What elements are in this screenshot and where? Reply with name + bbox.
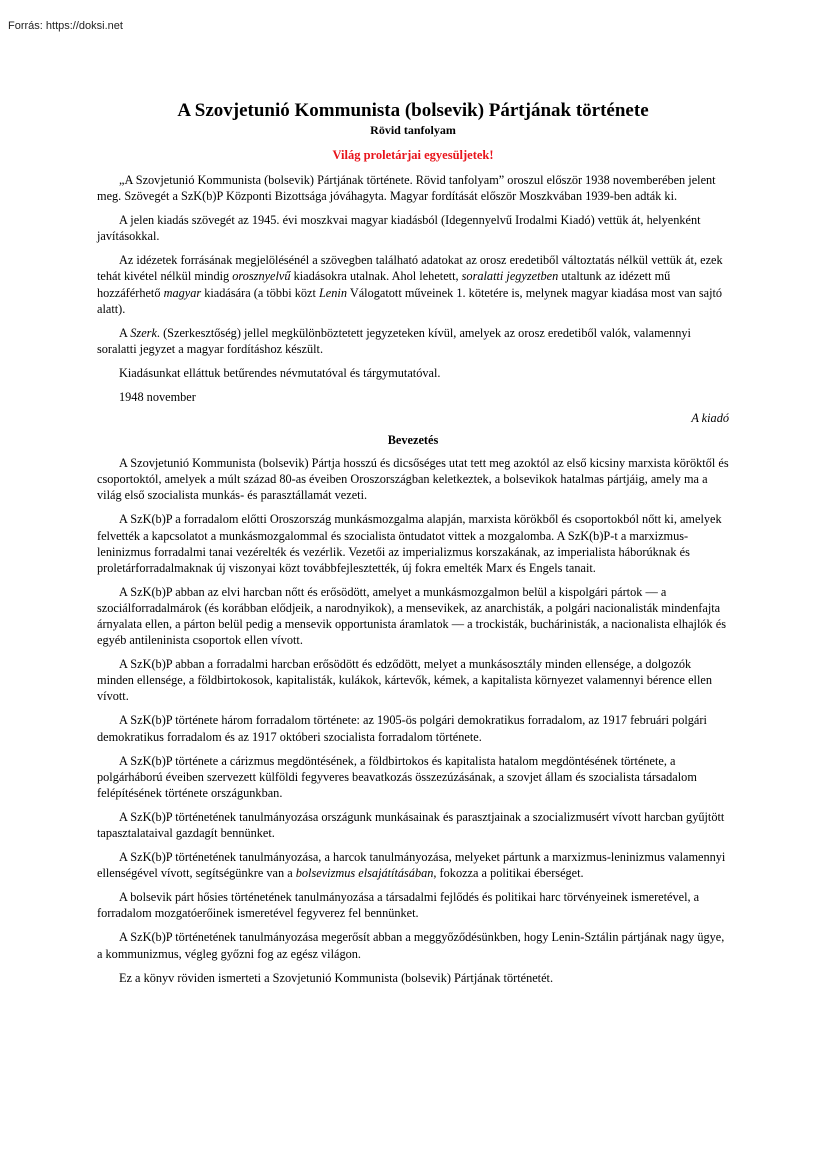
section-paragraph-1: A Szovjetunió Kommunista (bolsevik) Pártja hosszú és dicsőséges utat tett meg azoktól az első kicsiny marxista köröktől és csoportoktól, amelyek a múlt század 80-as éveiben Oroszországban keletkeztek, a bolsevikok hatalmas pártjáig, amely ma a világ első szocialista munkás- és parasztállamát vezeti. [97, 456, 729, 503]
text-run: utaltunk az idézett mű hozzáférhető [97, 269, 671, 300]
italic-run: bolsevizmus elsajátításában [295, 866, 434, 881]
section-paragraph-7: A SzK(b)P történetének tanulmányozása országunk munkásainak és parasztjainak a szocializmusért vívott harcban gyűjtött tapasztalataival gazdagít bennünket. [97, 809, 725, 840]
section-paragraph-4: A SzK(b)P abban a forradalmi harcban erősödött és edződött, melyet a munkásosztály minden ellensége, a dolgozók minden ellensége, a földbirtokosok, kapitalisták, kulákok, kártevők, kémek, a kapitalista környezet valamennyi bérence ellen vívott. [97, 657, 712, 704]
intro-paragraph-1: „A Szovjetunió Kommunista (bolsevik) Pártjának története. Rövid tanfolyam” oroszul először 1938 novemberében jelent meg. Szövegét a SzK(b)P Központi Bizottsága jóváhagyta. Magyar fordítását először Moszkvában 1939-ben adták ki. [97, 173, 716, 204]
text-run: A [119, 325, 131, 340]
text-run: A SzK(b)P történetének tanulmányozása, a harcok tanulmányozása, melyeket pártunk a marxizmus-leninizmus valamennyi ellenségével vívott, segítségünkre van a [97, 850, 726, 881]
italic-run: Szerk [130, 325, 157, 340]
publication-date: 1948 november [119, 390, 196, 405]
source-label: Forrás: https://doksi.net [8, 20, 123, 32]
slogan: Világ proletárjai egyesüljetek! [332, 148, 494, 162]
section-paragraph-3: A SzK(b)P abban az elvi harcban nőtt és erősödött, amelyet a munkásmozgalmon belül a kispolgári pártok — a szociálforradalmárok (és korábban elődjeik, a narodnyikok), a mensevikek, az anarchisták, a polgári nacionalisták mindenfajta árnyalata ellen, a párton belül pedig a mensevik opportunista áramlatok — a trockisták, buchárinisták, a nacionalista elhajlók és egyéb antileninista csoportok ellen vívott. [97, 584, 726, 648]
section-heading: Bevezetés [387, 433, 439, 448]
page-subtitle: Rövid tanfolyam [370, 123, 456, 137]
italic-run: Lenin [318, 285, 347, 300]
intro-paragraph-5: Kiadásunkat elláttuk betűrendes névmutatóval és tárgymutatóval. [119, 365, 441, 380]
text-run: Válogatott műveinek 1. kötetére is, melynek magyar kiadása most van sajtó alatt). [97, 285, 723, 316]
page-title: A Szovjetunió Kommunista (bolsevik) Pártjának története [177, 100, 649, 121]
document-page [97, 100, 729, 986]
intro-paragraph-2: A jelen kiadás szövegét az 1945. évi moszkvai magyar kiadásból (Idegennyelvű Irodalmi Kiadó) vettük át, helyenként javításokkal. [97, 213, 701, 244]
section-paragraph-2: A SzK(b)P a forradalom előtti Oroszország munkásmozgalma alapján, marxista körökből és csoportokból nőtt ki, amelyek felvették a kapcsolatot a munkásmozgalommal és szocialista öntudatot vittek a mozgalomba. A SzK(b)P-t a marxizmus-leninizmus forradalmi tanai vezérelték és vezérlik. Vezetői az imperializmus korszakának, az imperialista háborúknak és proletárforradalmaknak új viszonyai közt továbbfejlesztették, új fokra emelték Marx és Engels tanait. [97, 512, 722, 575]
italic-run: orosznyelvű [232, 269, 291, 284]
section-paragraph-6: A SzK(b)P története a cárizmus megdöntésének, a földbirtokos és kapitalista hatalom megdöntésének története, a polgárháború éveiben szervezett külföldi fegyveres beavatkozás összezúzásának, a szovjet állam és szocialista társadalom felépítésének története országunkban. [97, 753, 697, 800]
section-paragraph-11: Ez a könyv röviden ismerteti a Szovjetunió Kommunista (bolsevik) Pártjának történetét. [119, 970, 554, 985]
italic-run: magyar [163, 285, 202, 300]
text-run: kiadására (a többi közt [201, 285, 319, 300]
intro-paragraph-3 [97, 252, 729, 316]
intro-paragraph-4 [97, 325, 729, 357]
section-paragraph-8 [97, 849, 729, 881]
section-paragraph-10: A SzK(b)P történetének tanulmányozása megerősít abban a meggyőződésünkben, hogy Lenin-Sztálin pártjának nagy ügye, a kommunizmus, végleg győzni fog az egész világon. [97, 930, 725, 961]
text-run: kiadásokra utalnak. Ahol lehetett, [290, 269, 462, 284]
publisher-signature: A kiadó [691, 411, 729, 426]
section-paragraph-9: A bolsevik párt hősies történetének tanulmányozása a társadalmi fejlődés és politikai harc törvényeinek ismeretével, a forradalom mozgatóerőinek ismeretével fegyverez fel bennünket. [97, 890, 700, 921]
section-paragraph-5: A SzK(b)P története három forradalom története: az 1905-ös polgári demokratikus forradalom, az 1917 februári polgári demokratikus forradalom és az 1917 októberi szocialista forradalom története. [97, 713, 707, 744]
text-run: . (Szerkesztőség) jellel megkülönböztetett jegyzeteken kívül, amelyek az orosz eredetiből valók, valamennyi soralatti jegyzet a magyar fordításhoz készült. [97, 325, 691, 356]
italic-run: soralatti jegyzetben [461, 269, 559, 284]
text-run: , fokozza a politikai éberséget. [433, 866, 584, 881]
text-run: Az idézetek forrásának megjelölésénél a szövegben található adatokat az orosz eredetiből változtatás nélkül vettük át, ezek tehát kivétel nélkül mindig [97, 253, 723, 284]
